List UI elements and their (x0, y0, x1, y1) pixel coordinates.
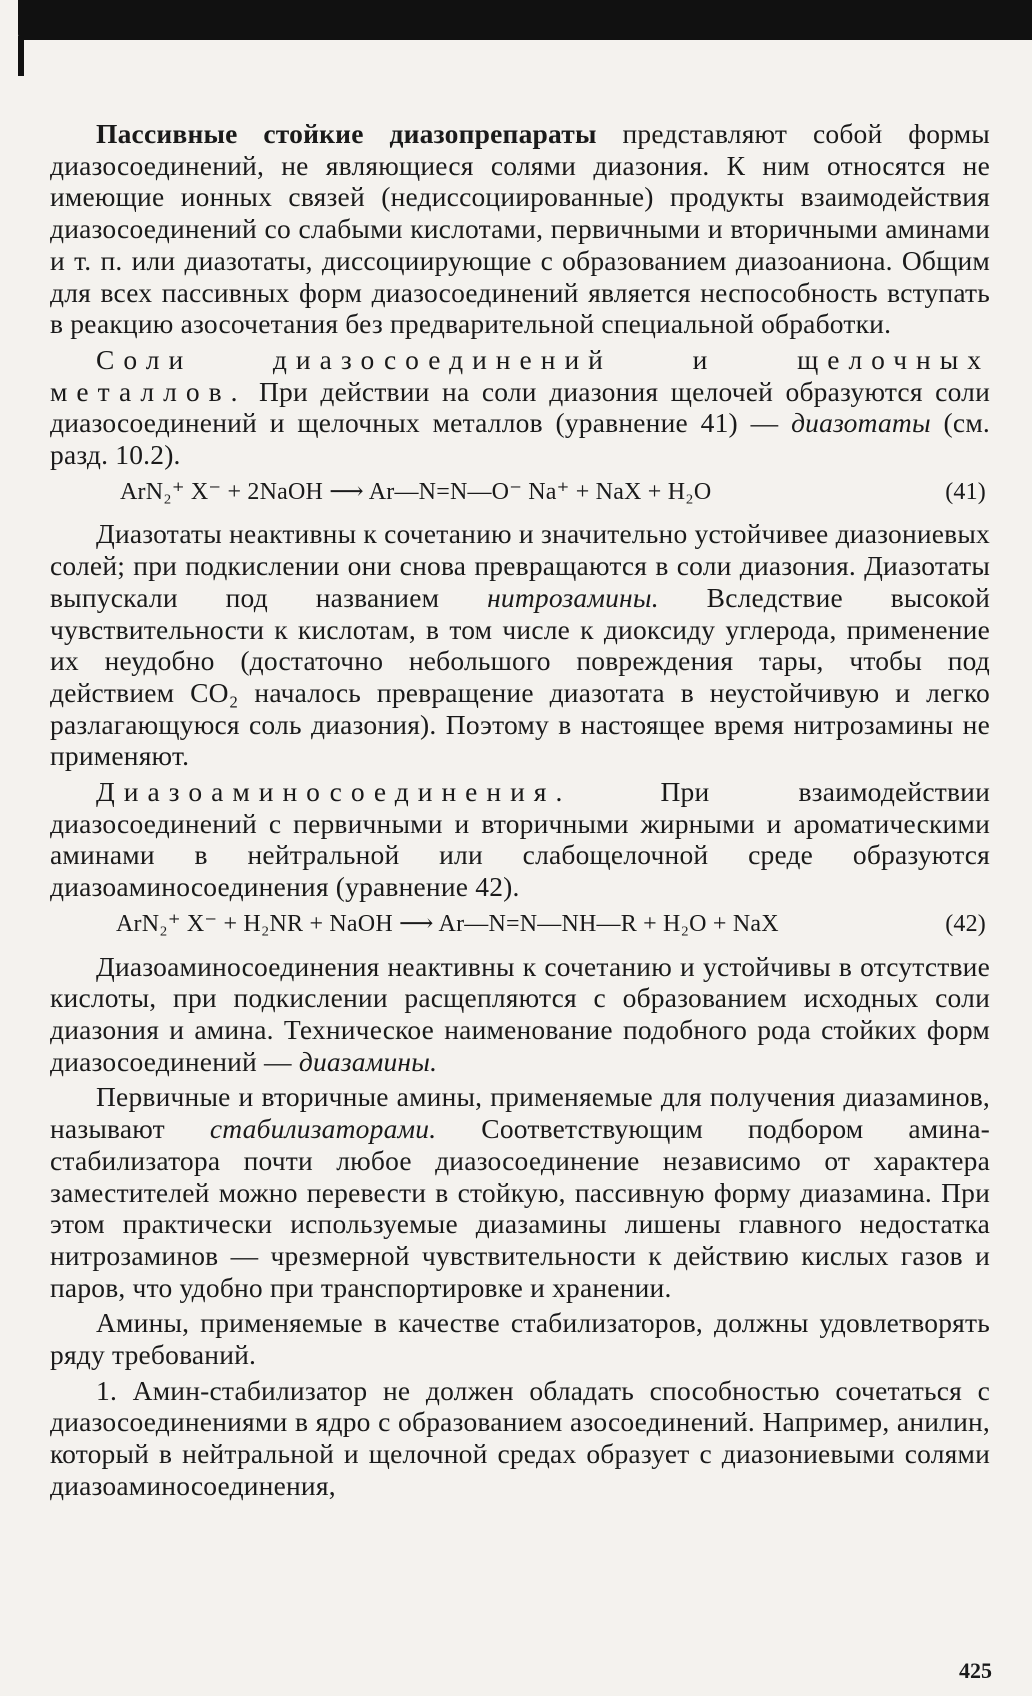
paragraph-text: При действии на соли диазония щелочей образуются соли диазосоединений и щелочных металлов (уравнение 41) — (50, 375, 990, 439)
term-diazotates: диазотаты (791, 407, 931, 439)
paragraph-salts (50, 344, 990, 471)
term-stabilizers: стабилизаторами. (209, 1113, 437, 1145)
paragraph-passive-forms (50, 118, 990, 340)
equation-42 (50, 909, 990, 941)
paragraph-text: Первичные и вторичные амины, применяемые для получения диазаминов, называют (50, 1081, 990, 1145)
paragraph-text: Диазотаты неактивны к сочетанию и значительно устойчивее диазониевых солей; при подкислении они снова превращаются в соли диазония. Диазотаты выпускали под названием (50, 518, 990, 613)
paragraph-text: представляют собой формы диазосоединений, не являющиеся солями диазония. К ним относятся не имеющие ионных связей (недиссоциированные) продукты взаимодействия диазосоединений со слабыми кислотами, первичными и вторичными аминами и т. п. или диазотаты, диссоциирующие с образованием диазоаниона. Общим для всех пассивных форм диазосоединений является неспособность вступать в реакцию азосочетания без предварительной специальной обработки. (50, 118, 990, 340)
page-body (50, 118, 990, 1506)
section-heading-diazoamino: Диазоаминосоединения. (96, 776, 572, 808)
term-nitrosamines: нитрозамины. (487, 581, 659, 613)
section-heading-salts: Соли диазосоединений и щелочных металлов. (50, 343, 990, 407)
equation-body: ArN₂⁺ X⁻ + 2NaOH ⟶ Ar—N=N—O⁻ Na⁺ + NaX + H₂O (120, 478, 712, 505)
paragraph-requirement-1: 1. Амин-стабилизатор не должен обладать способностью сочетаться с диазосоединениями в ядро с образованием азосоединений. Например, анилин, который в нейтральной и щелочной средах образует с диазониевыми солями диазоаминосоединения, (50, 1374, 990, 1501)
equation-body: ArN₂⁺ X⁻ + H₂NR + NaOH ⟶ Ar—N=N—NH—R + H₂O + NaX (116, 910, 779, 937)
paragraph-diazoamino (50, 776, 990, 903)
scan-dark-border (18, 0, 1032, 40)
paragraph-text: Вследствие высокой чувствительности к кислотам, в том числе к диоксиду углерода, применение их неудобно (достаточно небольшого повреждения тары, чтобы под действием СО₂ началось превращение диазотата в неустойчивую и легко разлагающуюся соль диазония). Поэтому в настоящее время нитрозамины не применяют. (50, 581, 991, 772)
paragraph-text: Соответствующим подбором амина-стабилизатора почти любое диазосоединение независимо от характера заместителей можно перевести в стойкую, пассивную форму диазамина. При этом практически используемые диазамины лишены главного недостатка нитрозаминов — чрезмерной чувствительности к действию кислых газов и паров, что удобно при транспортировке и хранении. (50, 1113, 990, 1303)
paragraph-text: Диазоаминосоединения неактивны к сочетанию и устойчивы в отсутствие кислоты, при подкислении расщепляются с образованием исходных соли диазония и амина. Техническое наименование подобного рода стойких форм диазосоединений — (50, 950, 990, 1077)
paragraph-stabilizers (50, 1081, 990, 1303)
paragraph-requirements: Амины, применяемые в качестве стабилизаторов, должны удовлетворять ряду требований. (50, 1307, 990, 1371)
paragraph-diazotates (50, 518, 990, 772)
equation-41 (50, 477, 990, 509)
equation-number: (41) (945, 478, 986, 505)
equation-number: (42) (945, 910, 986, 937)
term-passive-diazo: Пассивные стойкие диазопрепараты (96, 118, 597, 149)
paragraph-text: При взаимодействии диазосоединений с первичными и вторичными жирными и ароматическими аминами в нейтральной или слабощелочной среде образуются диазоаминосоединения (уравнение 42). (50, 776, 990, 903)
paragraph-text: (см. разд. 10.2). (50, 407, 990, 471)
paragraph-diazamines (50, 951, 990, 1078)
term-diazamines: диазамины. (298, 1045, 438, 1077)
page-number: 425 (959, 1658, 992, 1683)
scan-dark-edge (18, 36, 24, 76)
